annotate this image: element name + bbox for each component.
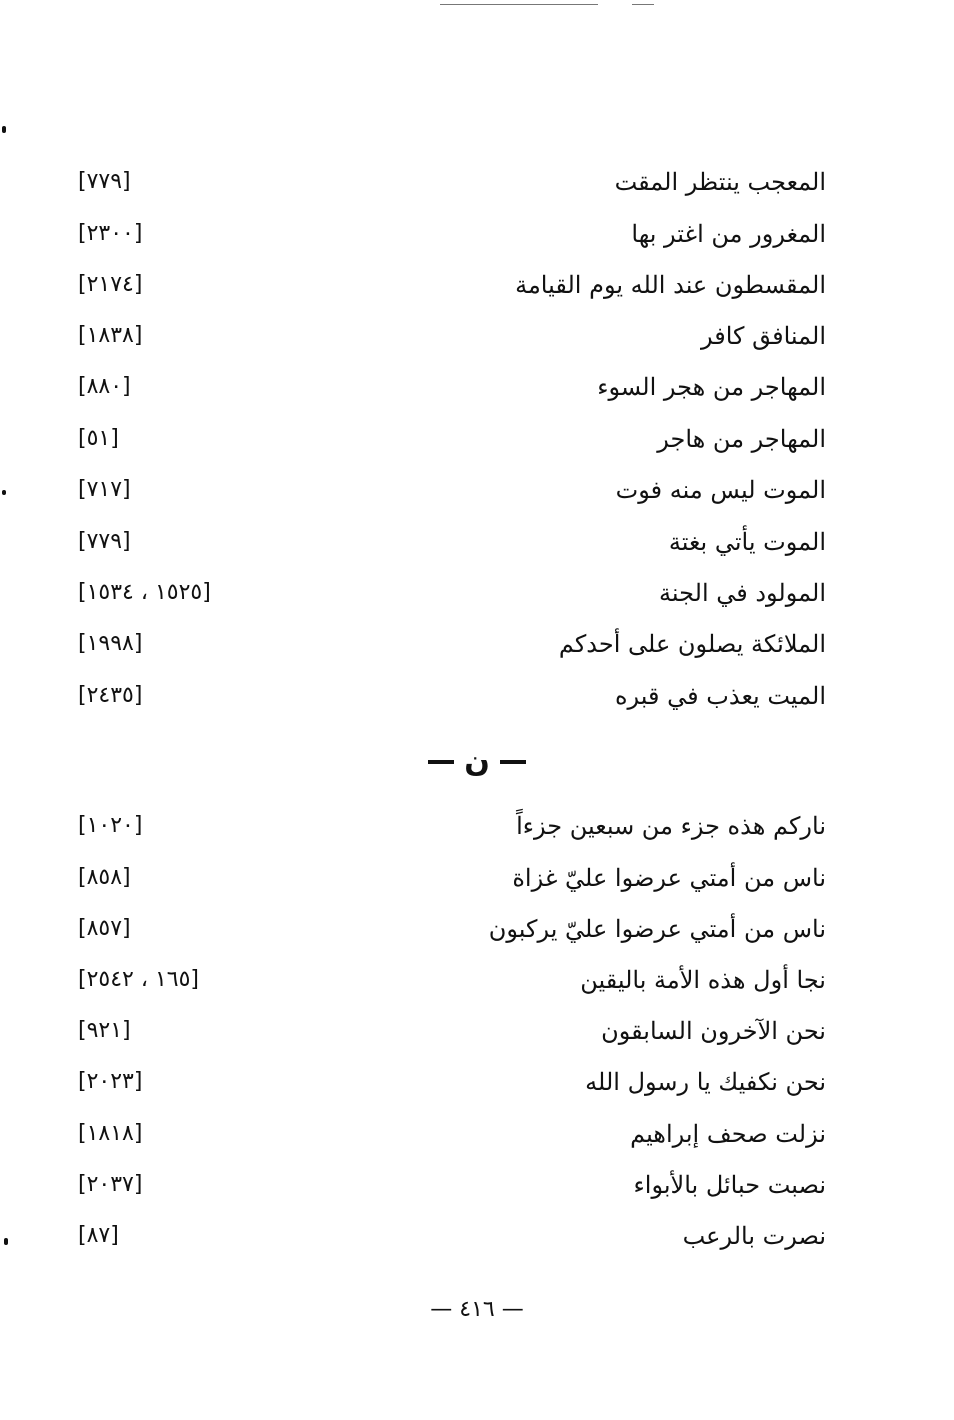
index-entry	[0, 214, 954, 254]
entry-text: ناس من أمتي عرضوا عليّ غزاة	[512, 864, 826, 892]
index-entry	[0, 624, 954, 664]
index-entry	[0, 316, 954, 356]
index-entry	[0, 676, 954, 716]
entry-text: نصبت حبائل بالأبواء	[633, 1171, 826, 1199]
index-entry	[0, 1062, 954, 1102]
section-dash-right	[500, 760, 526, 764]
entry-reference: [٧٧٩]	[78, 529, 131, 554]
entry-reference: [٢٠٣٧]	[78, 1172, 143, 1197]
index-entry	[0, 367, 954, 407]
entry-reference: [١٩٩٨]	[78, 631, 143, 656]
index-entry	[0, 909, 954, 949]
entry-reference: [١٨٣٨]	[78, 323, 143, 348]
entry-text: نحن نكفيك يا رسول الله	[585, 1068, 826, 1096]
entry-reference: [١٦٥ ، ٢٥٤٢]	[78, 967, 199, 992]
entry-reference: [١٨١٨]	[78, 1121, 143, 1146]
entry-text: نصرت بالرعب	[682, 1222, 826, 1250]
entry-text: نجا أول هذه الأمة باليقين	[580, 966, 826, 994]
index-entry	[0, 162, 954, 202]
entry-reference: [١٥٢٥ ، ١٥٣٤]	[78, 580, 211, 605]
entry-text: المولود في الجنة	[659, 579, 826, 607]
entry-reference: [٢٣٠٠]	[78, 221, 143, 246]
entry-text: الملائكة يصلون على أحدكم	[558, 630, 826, 658]
entry-reference: [١٠٢٠]	[78, 813, 143, 838]
entry-reference: [٢١٧٤]	[78, 272, 143, 297]
index-entry	[0, 522, 954, 562]
entry-reference: [٧٧٩]	[78, 169, 131, 194]
index-entry	[0, 1011, 954, 1051]
page-number: — ٤١٦ —	[430, 1297, 524, 1322]
entry-reference: [٩٢١]	[78, 1018, 131, 1043]
index-entry	[0, 573, 954, 613]
entry-reference: [٨٥٧]	[78, 916, 131, 941]
index-entry	[0, 1114, 954, 1154]
index-entry	[0, 470, 954, 510]
entry-text: المهاجر من هاجر	[657, 425, 826, 453]
entry-text: المقسطون عند الله يوم القيامة	[515, 271, 826, 299]
section-header	[0, 740, 954, 784]
entry-reference: [٢٤٣٥]	[78, 683, 143, 708]
entry-reference: [٥١]	[78, 426, 119, 451]
index-entry	[0, 806, 954, 846]
section-dash-left	[428, 760, 454, 764]
entry-text: الميت يعذب في قبره	[614, 682, 826, 710]
entry-text: ناركم هذه جزء من سبعين جزءاً	[516, 812, 826, 840]
entry-text: ناس من أمتي عرضوا عليّ يركبون	[488, 915, 826, 943]
entry-reference: [٢٠٢٣]	[78, 1069, 143, 1094]
entry-reference: [٨٧]	[78, 1223, 119, 1248]
entry-reference: [٧١٧]	[78, 477, 131, 502]
index-entry	[0, 265, 954, 305]
entry-text: المعجب ينتظر المقت	[614, 168, 826, 196]
entry-text: نزلت صحف إبراهيم	[630, 1120, 826, 1148]
entry-reference: [٨٥٨]	[78, 865, 131, 890]
index-entry	[0, 419, 954, 459]
section-letter: ن	[464, 744, 490, 779]
entry-text: المغرور من اغتر بها	[631, 220, 826, 248]
entry-text: الموت يأتي بغتة	[668, 528, 826, 556]
entry-text: المنافق كافر	[701, 322, 826, 350]
index-entry	[0, 1216, 954, 1256]
entry-reference: [٨٨٠]	[78, 374, 131, 399]
index-entry	[0, 960, 954, 1000]
entry-text: الموت ليس منه فوت	[615, 476, 826, 504]
entry-text: المهاجر من هجر السوء	[597, 373, 826, 401]
index-entry	[0, 1165, 954, 1205]
entry-text: نحن الآخرون السابقون	[601, 1017, 826, 1045]
index-entry	[0, 858, 954, 898]
